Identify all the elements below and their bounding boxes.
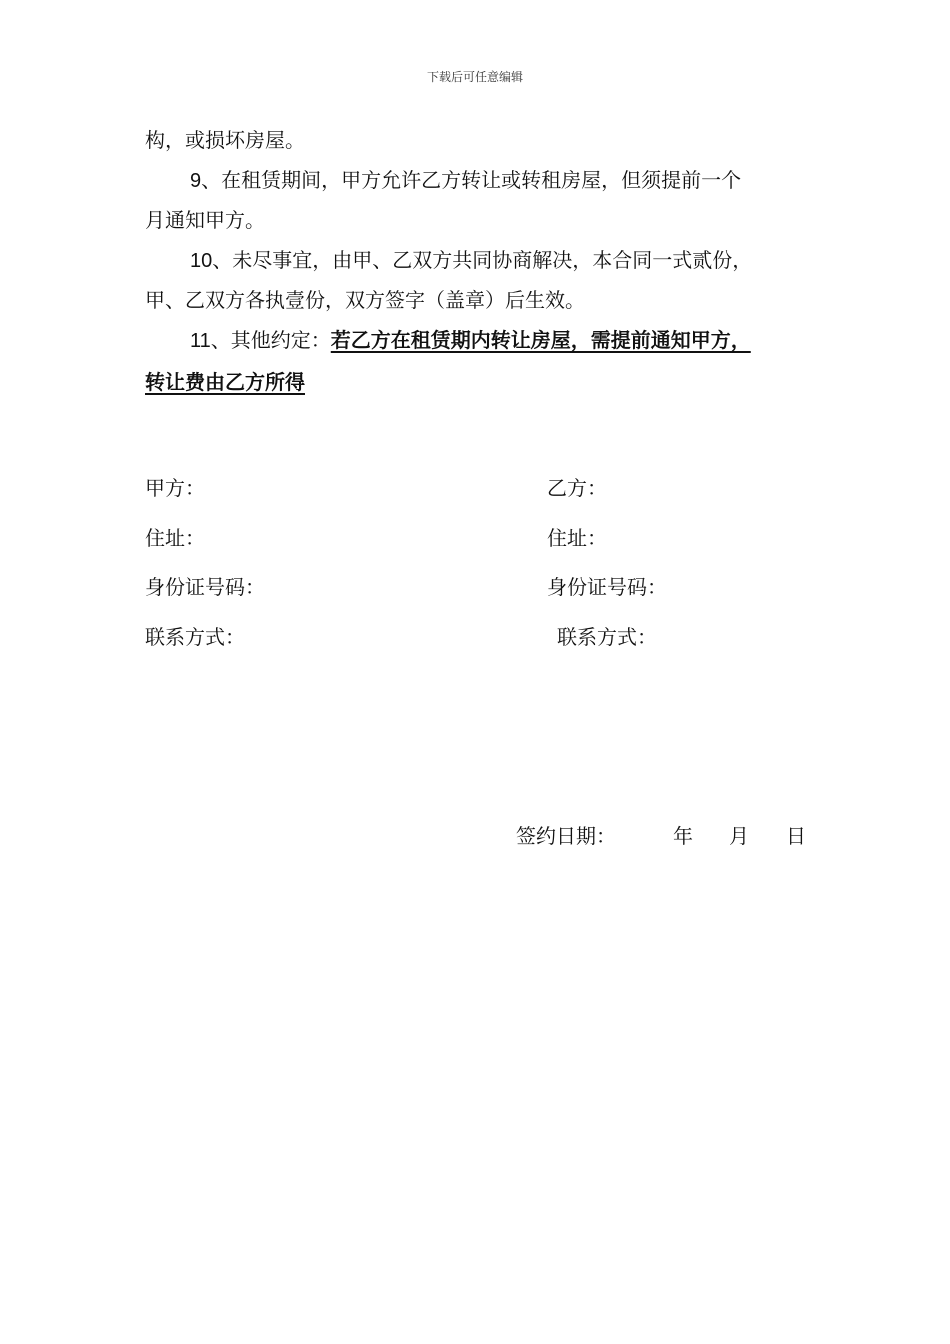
party-a-label: 甲方：: [145, 476, 205, 500]
signing-date-label: 签约日期：: [516, 824, 616, 848]
clause-9-line-1: [190, 160, 741, 201]
party-b-id-label: 身份证号码：: [547, 575, 667, 599]
clause-11-bold-text: 若乙方在租赁期内转让房屋，需提前通知甲方，: [330, 328, 751, 352]
clause-10-text: 、未尽事宜，由甲、乙双方共同协商解决，本合同一式贰份，: [212, 248, 753, 272]
clause-10-line-1: [190, 240, 752, 281]
clause-11-bold-text-2: 转让费由乙方所得: [145, 370, 305, 394]
signing-date-day: 日: [786, 824, 806, 848]
contract-clauses: [145, 120, 835, 410]
clause-10-line-2: 甲、乙双方各执壹份，双方签字（盖章）后生效。: [145, 288, 585, 312]
party-a-id-label: 身份证号码：: [145, 575, 265, 599]
clause-9-text: 、在租赁期间，甲方允许乙方转让或转租房屋，但须提前一个: [201, 168, 742, 192]
clause-11-label: 、其他约定：: [210, 328, 331, 352]
clause-10-number: 10: [190, 250, 213, 272]
party-a-address-label: 住址：: [145, 526, 205, 550]
party-b-label: 乙方：: [547, 476, 607, 500]
party-a-contact-label: 联系方式：: [145, 625, 245, 649]
party-b-contact-label: 联系方式：: [557, 625, 657, 649]
header-note: 下载后可任意编辑: [426, 70, 523, 84]
signing-date-year: 年: [673, 824, 693, 848]
clause-11-number: 11: [190, 330, 211, 352]
clause-11-line-1: [190, 320, 751, 361]
clause-8-continuation: 构，或损坏房屋。: [145, 128, 305, 152]
signing-date-month: 月: [729, 824, 749, 848]
clause-9-line-2: 月通知甲方。: [145, 208, 265, 232]
party-b-address-label: 住址：: [547, 526, 607, 550]
clause-9-number: 9: [190, 170, 202, 192]
